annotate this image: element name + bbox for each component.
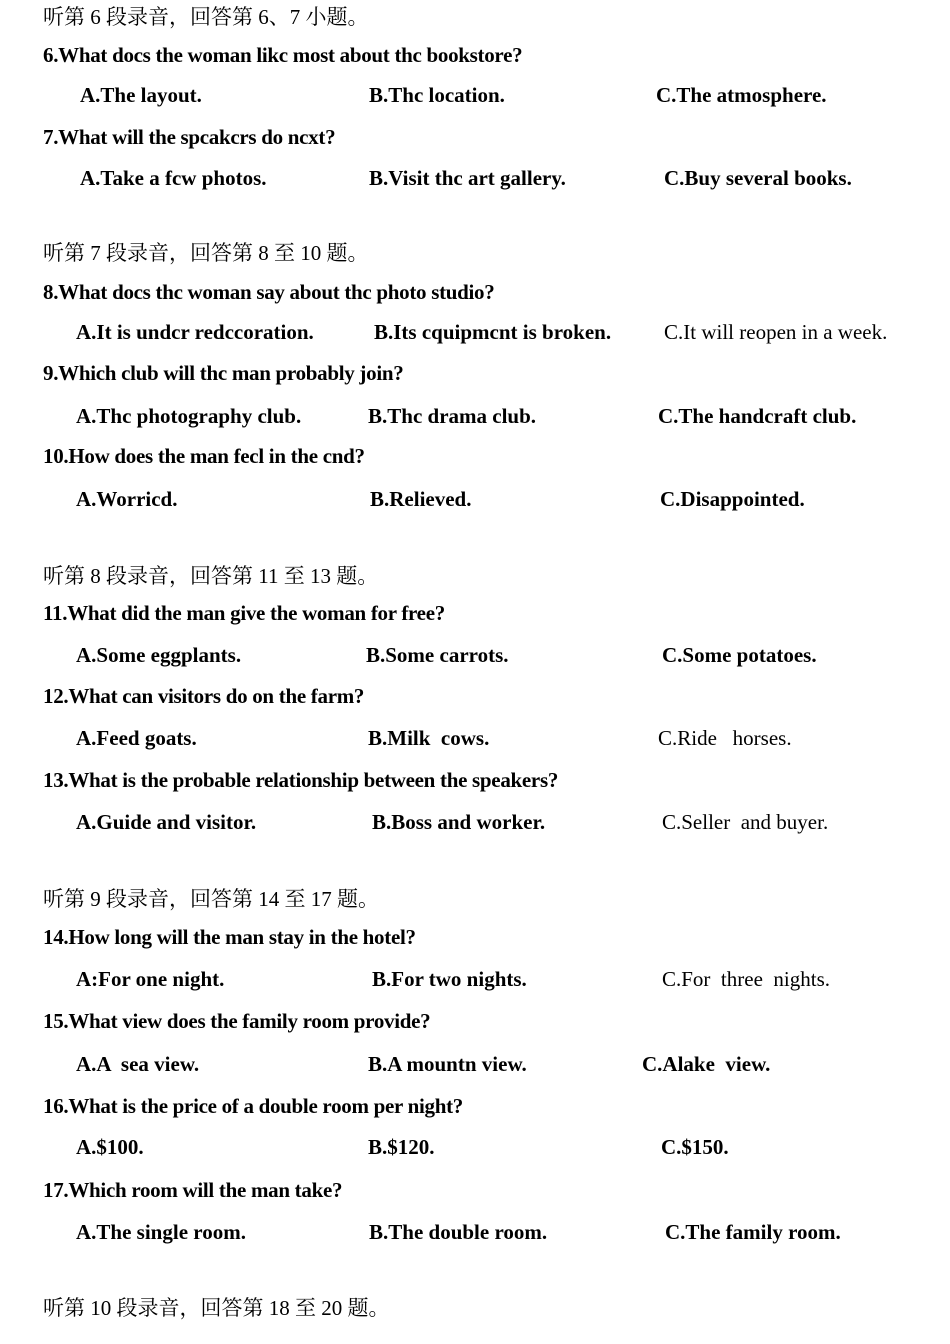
question-text: 16.What is the price of a double room per night? xyxy=(43,1094,463,1118)
question-text: 13.What is the probable relationship between the speakers? xyxy=(43,768,559,792)
answer-option[interactable]: A.It is undcr redccoration. xyxy=(76,320,314,344)
answer-option[interactable]: A.Some eggplants. xyxy=(76,643,242,667)
answer-option[interactable]: B.The double room. xyxy=(369,1220,548,1244)
section-header: 听第 8 段录音，回答第 11 至 13 题。 xyxy=(43,564,379,588)
question-text: 15.What view does the family room provide? xyxy=(43,1009,431,1033)
answer-option[interactable]: B.$120. xyxy=(368,1135,435,1159)
answer-option[interactable]: C.The atmosphere. xyxy=(656,83,827,107)
answer-option[interactable]: A:For one night. xyxy=(76,967,225,991)
answer-option[interactable]: A.Take a fcw photos. xyxy=(80,166,267,190)
section-header: 听第 6 段录音，回答第 6、7 小题。 xyxy=(43,5,369,29)
answer-option[interactable]: A.The layout. xyxy=(80,83,202,107)
answer-option[interactable]: C.$150. xyxy=(661,1135,729,1159)
section-header: 听第 9 段录音，回答第 14 至 17 题。 xyxy=(43,887,379,911)
answer-option[interactable]: C.Ride horses. xyxy=(658,726,792,750)
answer-option[interactable]: A.Thc photography club. xyxy=(76,404,302,428)
answer-option[interactable]: A.The single room. xyxy=(76,1220,246,1244)
answer-option[interactable]: B.Milk cows. xyxy=(368,726,490,750)
answer-option[interactable]: A.Worricd. xyxy=(76,487,178,511)
question-text: 10.How does the man fecl in the cnd? xyxy=(43,444,365,468)
answer-option[interactable]: C.It will reopen in a week. xyxy=(664,320,888,344)
answer-option[interactable]: B.For two nights. xyxy=(372,967,527,991)
answer-option[interactable]: A.Feed goats. xyxy=(76,726,197,750)
question-text: 8.What docs thc woman say about thc photo studio? xyxy=(43,280,495,304)
answer-option[interactable]: A.A sea view. xyxy=(76,1052,200,1076)
answer-option[interactable]: B.Boss and worker. xyxy=(372,810,546,834)
section-header: 听第 10 段录音，回答第 18 至 20 题。 xyxy=(43,1296,390,1320)
answer-option[interactable]: B.Some carrots. xyxy=(366,643,509,667)
question-text: 12.What can visitors do on the farm? xyxy=(43,684,365,708)
question-text: 7.What will the spcakcrs do ncxt? xyxy=(43,125,336,149)
answer-option[interactable]: B.Visit thc art gallery. xyxy=(369,166,566,190)
answer-option[interactable]: C.Seller and buyer. xyxy=(662,810,829,834)
answer-option[interactable]: A.$100. xyxy=(76,1135,144,1159)
answer-option[interactable]: C.For three nights. xyxy=(662,967,830,991)
answer-option[interactable]: C.Buy several books. xyxy=(664,166,852,190)
answer-option[interactable]: B.Relieved. xyxy=(370,487,472,511)
answer-option[interactable]: A.Guide and visitor. xyxy=(76,810,257,834)
answer-option[interactable]: B.Thc location. xyxy=(369,83,505,107)
question-text: 17.Which room will the man take? xyxy=(43,1178,343,1202)
answer-option[interactable]: C.Disappointed. xyxy=(660,487,805,511)
question-text: 9.Which club will thc man probably join? xyxy=(43,361,404,385)
question-text: 11.What did the man give the woman for free? xyxy=(43,601,445,625)
answer-option[interactable]: B.A mountn view. xyxy=(368,1052,527,1076)
answer-option[interactable]: C.Alake view. xyxy=(642,1052,771,1076)
answer-option[interactable]: C.The family room. xyxy=(665,1220,841,1244)
question-text: 6.What docs the woman likc most about thc bookstore? xyxy=(43,43,523,67)
section-header: 听第 7 段录音，回答第 8 至 10 题。 xyxy=(43,241,369,265)
answer-option[interactable]: B.Thc drama club. xyxy=(368,404,537,428)
answer-option[interactable]: C.Some potatoes. xyxy=(662,643,817,667)
answer-option[interactable]: B.Its cquipmcnt is broken. xyxy=(374,320,612,344)
answer-option[interactable]: C.The handcraft club. xyxy=(658,404,857,428)
question-text: 14.How long will the man stay in the hotel? xyxy=(43,925,416,949)
